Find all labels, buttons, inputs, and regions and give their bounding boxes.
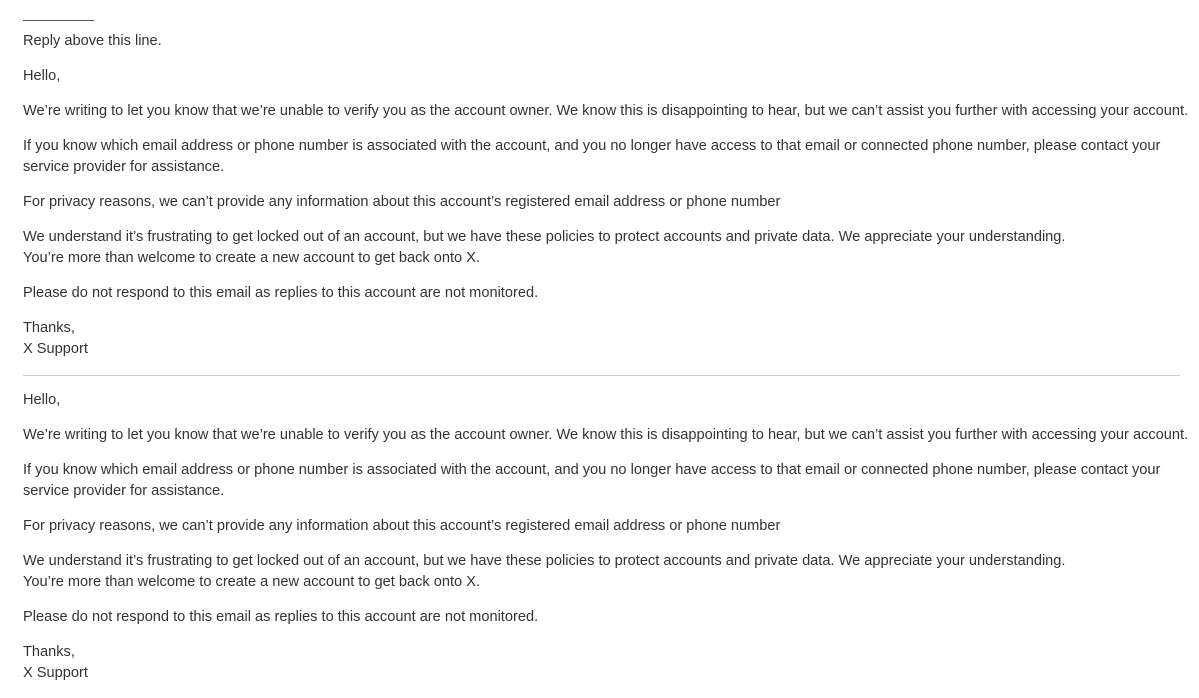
paragraph-privacy: For privacy reasons, we can’t provide any information about this account’s registered email address or phone number (23, 194, 781, 210)
reply-separator-rule (23, 20, 94, 21)
paragraph-policies-line2: You’re more than welcome to create a new account to get back onto X. (23, 250, 481, 266)
reply-marker: Reply above this line. (23, 33, 162, 49)
paragraph-policies-line1: We understand it’s frustrating to get locked out of an account, but we have these policies to protect accounts and private data. We appreciate your understanding. (23, 229, 1066, 245)
signature: X Support (23, 665, 88, 681)
signoff: Thanks, (23, 644, 75, 660)
paragraph-contact-provider: If you know which email address or phone number is associated with the account, and you no longer have access to that email or connected phone number, please contact your service provider for assistance. (23, 138, 1161, 175)
message-divider (23, 375, 1180, 376)
paragraph-verification: We’re writing to let you know that we’re unable to verify you as the account owner. We know this is disappointing to hear, but we can’t assist you further with accessing your account. (23, 103, 1189, 119)
signoff: Thanks, (23, 320, 75, 336)
paragraph-no-reply: Please do not respond to this email as replies to this account are not monitored. (23, 285, 539, 301)
paragraph-verification: We’re writing to let you know that we’re unable to verify you as the account owner. We know this is disappointing to hear, but we can’t assist you further with accessing your account. (23, 427, 1189, 443)
greeting: Hello, (23, 392, 61, 408)
signature: X Support (23, 341, 88, 357)
paragraph-contact-provider: If you know which email address or phone number is associated with the account, and you no longer have access to that email or connected phone number, please contact your service provider for assistance. (23, 462, 1161, 499)
paragraph-policies-line2: You’re more than welcome to create a new account to get back onto X. (23, 574, 481, 590)
paragraph-privacy: For privacy reasons, we can’t provide any information about this account’s registered email address or phone number (23, 518, 781, 534)
paragraph-policies-line1: We understand it’s frustrating to get locked out of an account, but we have these policies to protect accounts and private data. We appreciate your understanding. (23, 553, 1066, 569)
paragraph-no-reply: Please do not respond to this email as replies to this account are not monitored. (23, 609, 539, 625)
greeting: Hello, (23, 68, 61, 84)
